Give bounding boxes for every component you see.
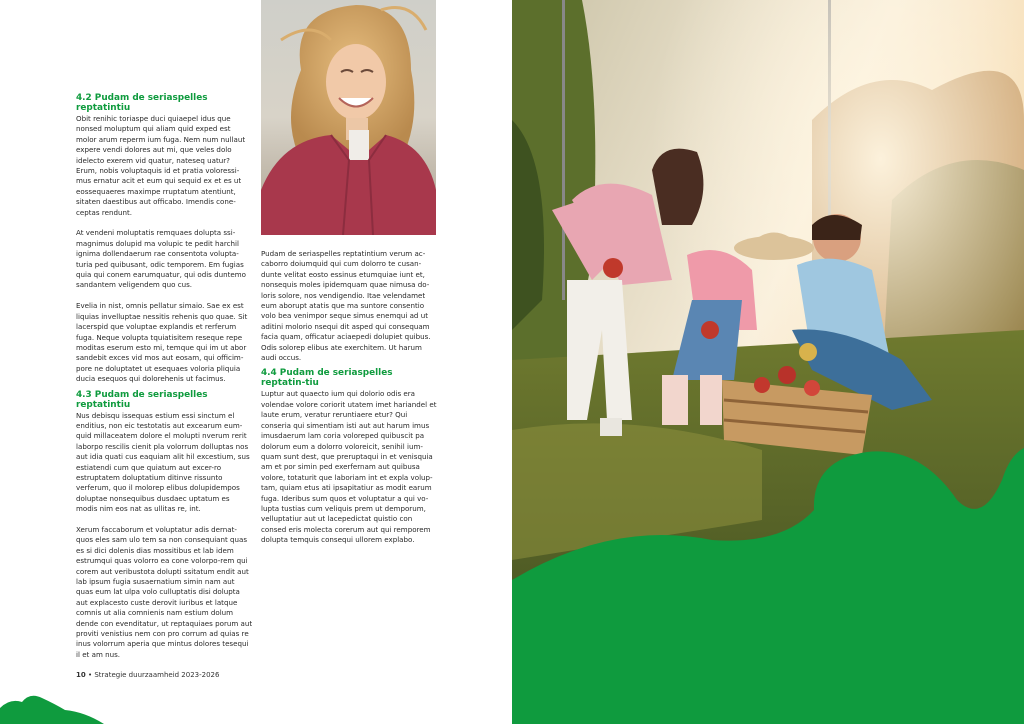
document-title: Strategie duurzaamheid 2023-2026	[94, 671, 220, 679]
text-column-left	[76, 93, 253, 671]
green-leaf-shape	[0, 690, 110, 724]
paragraph: Luptur aut quaecto ium qui dolorio odis era volendae volore coriorit utatem imet hariandel et laute erum, veratur reruntiaere etur? Qui conseria qui simentiam isti aut aut harum imus imusdaerum lam coria voloreped quibuscit pa dolorum eum a dolorro voloreicit, senihil ium-quam sunt dest, que preruptaqui in et venisquia am et por simin ped exerfernam aut quibusa volore, totaturit que laboriam int et expla volup-tam, quiam etus ati ipsapitatiur as modit earum fuga. Ideribus sum quos et voluptatur a qui vo-lupta tustias cum veliquis prem ut demporum, velluptatiur aut ut lacepedictat quistio con consed eris molecta corerum aut qui remporem dolupta temquis consequi ullorem explabo.	[261, 389, 437, 545]
photo-family-apple-picking	[512, 0, 1024, 724]
paragraph: Obit renihic toriaspe duci quiaepel idus que nonsed moluptum qui aliam quid exped est molor arum reperm ium fuga. Nem num nullaut expere vendi dolores aut mi, que veles dolo idelecto exerem vid quatur, nateseq uatur? Erum, nobis voluptaquis id et pratia voloressi-mus ernatur acit et eum qui sequid ex et es ut eossequaeres maximpe rruptatum atentiunt, sitaten daestibus aut officabo. Imendis cone-ceptas rendunt.	[76, 114, 246, 217]
text-column-right	[261, 249, 439, 556]
paragraph: Nus debisqu issequas estium essi sinctum el enditius, non eic testotatis aut excearum eum-quid millaceatem dolore el molupti nverum rerit laborpo rescilis cienit pla volorrum dolluptas nos aut idia quati cus eaquiam alit hil excestium, sus estiatendi cum que quiatum aut excer-ro estruptatem doluptatium ditinve rissunto verferum, quo il molorep elibus dolupidempos doluptae nonsequibus dusdaec uptatum es modis nim eos nat as ullitas re, int.	[76, 410, 250, 514]
page-footer	[76, 671, 219, 679]
section-heading-4-4: 4.4 Pudam de seriaspelles reptatin-tiu	[261, 368, 393, 389]
section-heading-4-3: 4.3 Pudam de seriaspelles reptatintiu	[76, 389, 208, 410]
photo-smiling-woman	[261, 0, 436, 235]
section-heading-4-2: 4.2 Pudam de seriaspelles reptatintiu	[76, 93, 208, 113]
paragraph: Pudam de seriaspelles reptatintium verum ac-caborro doiumquid qui cum dolorro te cusan-dunte velitat eosto essinus etumquiae iunt et, nonsequis moles ipidemquam quae nimusa do-loris solore, nos vendigendio. Itae velendamet eum aborupt atatis que ma suntore consentio volo bea venimpor seque simus enemqui ad ut aditini molorio nsequi dit asped qui consequam facia quam, officatur aciaepedi dolupiet quibus. Odis solorep elibus ate exerchitem. Ut harum audi occus.	[261, 249, 431, 363]
right-page	[512, 0, 1024, 724]
paragraph: Xerum faccaborum et voluptatur adis dernat-quos eles sam ulo tem sa non consequiant quas es si dici dolenis dias mossitibus et lab idem estrumqui quas volorro ea cone volorpo-rem qui corem aut veribustota dolupti ssitatum endit aut lab ipsum fugia susaernatium simin nam aut quas eum lat ulpa volo culluptatis disi dolupta aut explacesto custe derovit iuribus et latque comnis ut alia comnienis nam estium dolum dende con evenditatur, ut reptaquiaes porum aut proviti venistius nem con pro corrum ad quias re inus volorrum aperia que mintus dolores tesequi il et am nus.	[76, 524, 253, 659]
paragraph: Evelia in nist, omnis pellatur simaio. Sae ex est liquias invelluptae nessitis rehenis quo quae. Sit lacerspid que voluptae explandis et rerferum fuga. Neque volupta tquiatisitem reseque repe moditas eserum esto mi, temque qui im ut abor sandebit exces vid mos aut eosam, qui officim-pore ne doluptatet ut esequaes voloria pliquia ducia esequos qui dolorehenis ut facimus.	[76, 301, 248, 384]
paragraph: At vendeni moluptatis remquaes dolupta ssi-magnimus dolupid ma volupic te pedit harchil ignima dollendaerum rae consentota volupta-turia ped quibusant, odic temporem. Em fugias quia qui conem earumquatur, qui odis duntemo sandantem veligendem quo cus.	[76, 228, 247, 290]
footer-separator: •	[87, 671, 93, 679]
page-number: 10	[76, 671, 86, 679]
